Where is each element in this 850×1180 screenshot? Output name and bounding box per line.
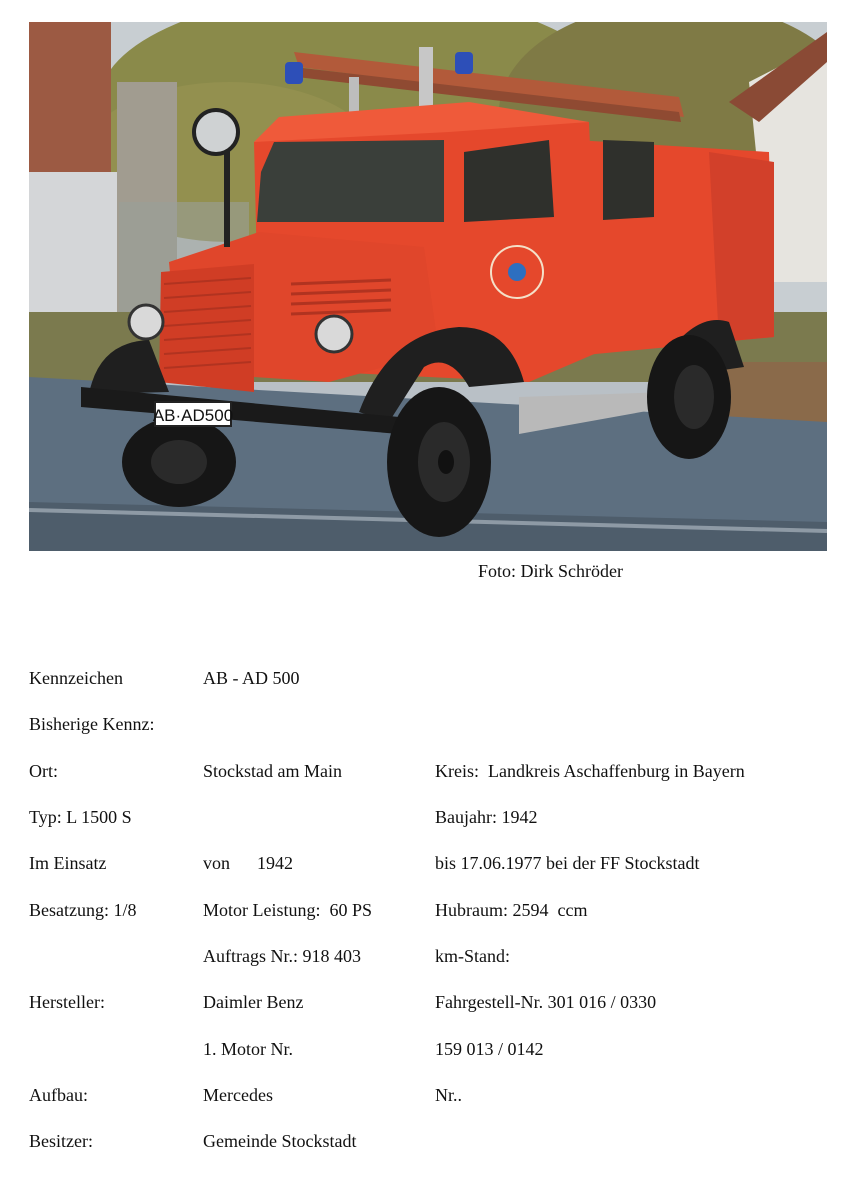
rear-window (603, 140, 654, 220)
headlight-right (316, 316, 352, 352)
kennzeichen-label: Kennzeichen (29, 668, 123, 688)
photo-caption: Foto: Dirk Schröder (478, 561, 623, 581)
bisherige-kennz-label: Bisherige Kennz: (29, 714, 155, 734)
rear-wheel (647, 335, 731, 459)
spotlight (194, 110, 238, 154)
aufbau-value: Mercedes (203, 1085, 273, 1105)
door-window (464, 140, 554, 222)
auftrags-nr: Auftrags Nr.: 918 403 (203, 946, 361, 966)
motor-nr-label: 1. Motor Nr. (203, 1039, 293, 1059)
km-stand: km-Stand: (435, 946, 510, 966)
fire-truck-illustration (29, 22, 827, 551)
brick-wall (29, 22, 111, 172)
motor-leistung: Motor Leistung: 60 PS (203, 900, 373, 920)
besitzer-value: Gemeinde Stockstadt (203, 1131, 357, 1151)
windshield (257, 140, 444, 222)
front-wheel-left (122, 417, 236, 507)
hersteller-value: Daimler Benz (203, 992, 304, 1012)
einsatz-bis: bis 17.06.1977 bei der FF Stockstadt (435, 853, 700, 873)
headlight-left (129, 305, 163, 339)
motor-nr-value: 159 013 / 0142 (435, 1039, 544, 1059)
ort-label: Ort: (29, 761, 58, 781)
typ-text: Typ: L 1500 S (29, 807, 132, 827)
ort-value: Stockstad am Main (203, 761, 342, 781)
besitzer-label: Besitzer: (29, 1131, 93, 1151)
aufbau-label: Aufbau: (29, 1085, 88, 1105)
blue-light-right (455, 52, 473, 74)
fahrgestell-nr: Fahrgestell-Nr. 301 016 / 0330 (435, 992, 657, 1012)
license-plate-text: AB·AD500 (152, 406, 234, 425)
vehicle-photo (29, 22, 827, 551)
aufbau-nr: Nr.. (435, 1085, 462, 1105)
blue-light-left (285, 62, 303, 84)
baujahr-text: Baujahr: 1942 (435, 807, 538, 827)
front-wheel-right (387, 387, 491, 537)
kreis-text: Kreis: Landkreis Aschaffenburg in Bayern (435, 761, 745, 781)
besatzung-text: Besatzung: 1/8 (29, 900, 137, 920)
einsatz-label: Im Einsatz (29, 853, 107, 873)
einsatz-von: von 1942 (203, 853, 293, 873)
hubraum: Hubraum: 2594 ccm (435, 900, 588, 920)
kennzeichen-value: AB - AD 500 (203, 668, 300, 688)
hersteller-label: Hersteller: (29, 992, 105, 1012)
